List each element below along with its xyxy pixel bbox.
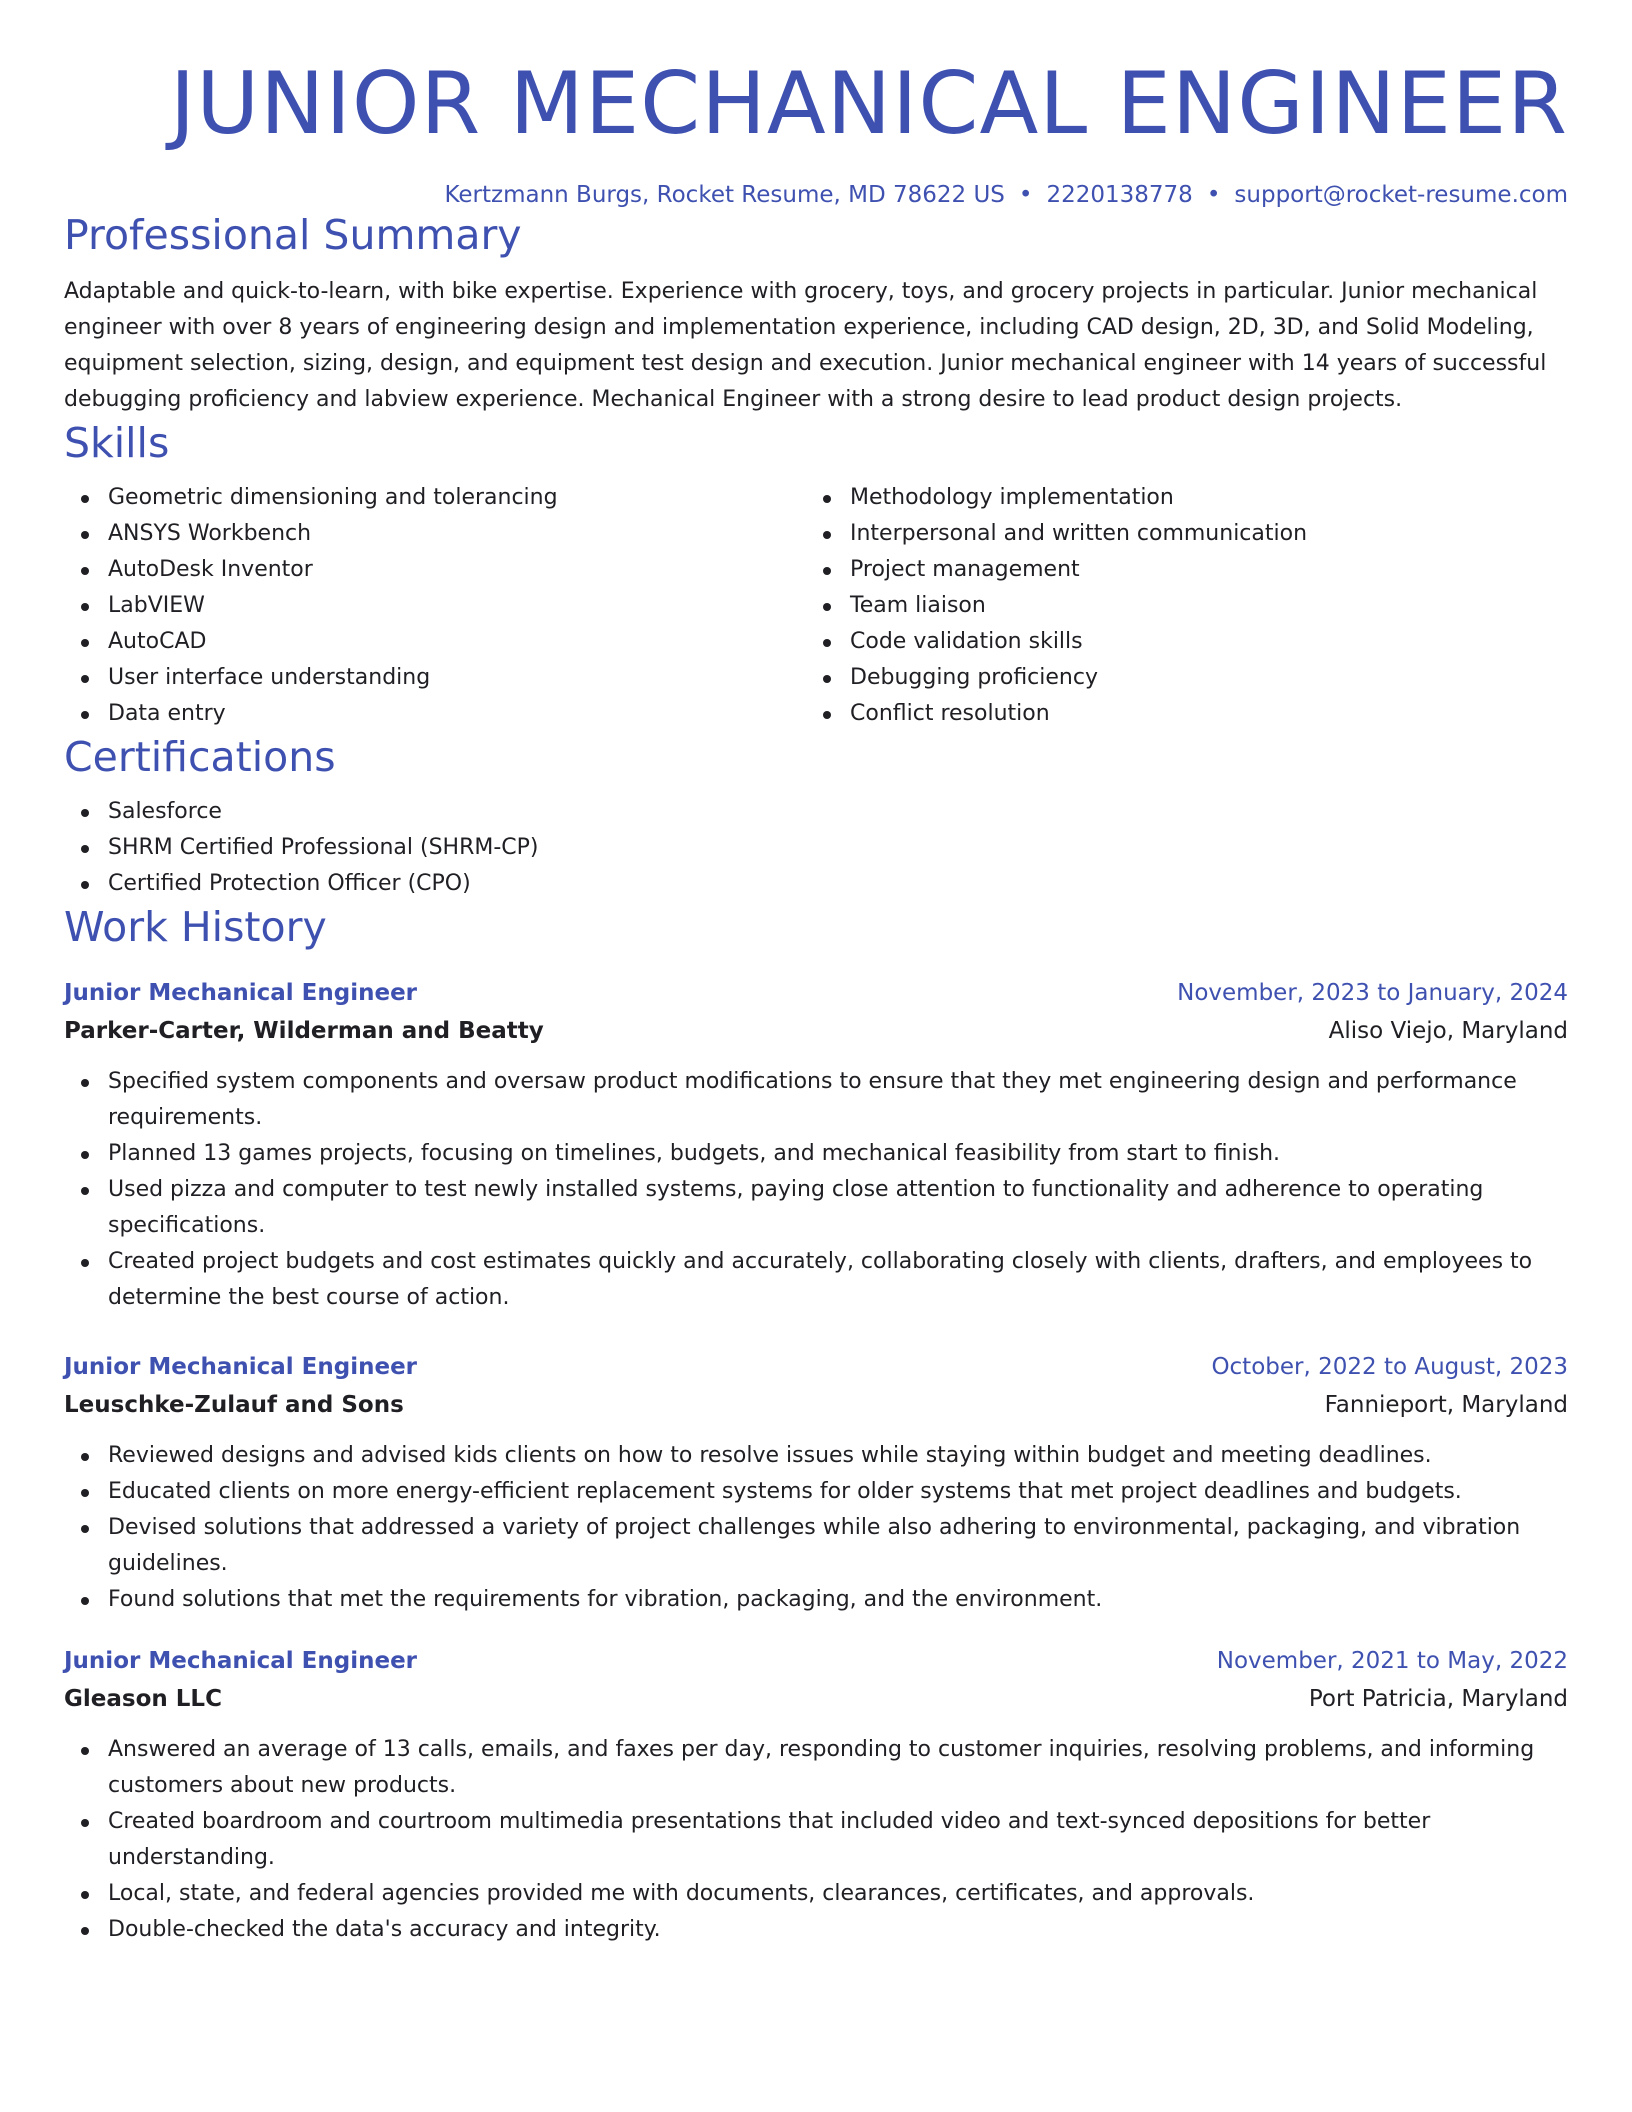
job-title: Junior Mechanical Engineer bbox=[64, 1648, 418, 1674]
contact-separator: • bbox=[1018, 182, 1033, 208]
skills-heading: Skills bbox=[64, 419, 170, 467]
job-bullet: Planned 13 games projects, focusing on timelines, budgets, and mechanical feasibility from start to finish. bbox=[64, 1136, 1568, 1172]
skill-item: Code validation skills bbox=[806, 624, 1548, 660]
skill-item: Team liaison bbox=[806, 588, 1548, 624]
skill-item: Geometric dimensioning and tolerancing bbox=[64, 480, 806, 516]
summary-heading: Professional Summary bbox=[64, 211, 522, 259]
skill-item: User interface understanding bbox=[64, 660, 806, 696]
job-company: Parker-Carter, Wilderman and Beatty bbox=[64, 1018, 544, 1044]
job-entry bbox=[64, 1642, 1568, 1948]
contact-phone: 2220138778 bbox=[1046, 182, 1193, 208]
job-bullet: Local, state, and federal agencies provided me with documents, clearances, certificates, and approvals. bbox=[64, 1876, 1568, 1912]
certifications-heading: Certifications bbox=[64, 733, 336, 781]
skill-item: AutoDesk Inventor bbox=[64, 552, 806, 588]
skills-grid bbox=[64, 480, 1568, 732]
job-bullet: Created boardroom and courtroom multimedia presentations that included video and text-synced depositions for better understanding. bbox=[64, 1804, 1568, 1876]
job-bullet: Found solutions that met the requirements for vibration, packaging, and the environment. bbox=[64, 1582, 1568, 1618]
skill-item: Interpersonal and written communication bbox=[806, 516, 1548, 552]
work-history-heading: Work History bbox=[64, 903, 327, 951]
contact-line bbox=[64, 180, 1568, 210]
job-location: Aliso Viejo, Maryland bbox=[1328, 1018, 1568, 1044]
job-title: Junior Mechanical Engineer bbox=[64, 980, 418, 1006]
job-bullet: Educated clients on more energy-efficient replacement systems for older systems that met project deadlines and budgets. bbox=[64, 1474, 1568, 1510]
contact-separator: • bbox=[1206, 182, 1221, 208]
job-bullet: Specified system components and oversaw product modifications to ensure that they met engineering design and performance requirements. bbox=[64, 1064, 1568, 1136]
skill-item: Project management bbox=[806, 552, 1548, 588]
summary-text: Adaptable and quick-to-learn, with bike expertise. Experience with grocery, toys, and grocery projects in particular. Junior mechanical engineer with over 8 years of engineering design and implementation experience, including CAD design, 2D, 3D, and Solid Modeling, equipment selection, sizing, design, and equipment test design and execution. Junior mechanical engineer with 14 years of successful debugging proficiency and labview experience. Mechanical Engineer with a strong desire to lead product design projects. bbox=[64, 279, 1547, 412]
certifications-list bbox=[64, 794, 1568, 902]
job-dates: November, 2021 to May, 2022 bbox=[1216, 1648, 1568, 1674]
skills-list-right bbox=[806, 480, 1548, 732]
job-bullet: Reviewed designs and advised kids clients on how to resolve issues while staying within budget and meeting deadlines. bbox=[64, 1438, 1568, 1474]
job-company: Leuschke-Zulauf and Sons bbox=[64, 1392, 404, 1418]
job-entry bbox=[64, 974, 1568, 1316]
skill-item: Data entry bbox=[64, 696, 806, 732]
resume-name: JUNIOR MECHANICAL ENGINEER bbox=[169, 54, 1568, 154]
job-bullets bbox=[64, 1732, 1568, 1948]
skill-item: Methodology implementation bbox=[806, 480, 1548, 516]
job-bullet: Answered an average of 13 calls, emails, and faxes per day, responding to customer inquiries, resolving problems, and informing customers about new products. bbox=[64, 1732, 1568, 1804]
contact-email[interactable]: support@rocket-resume.com bbox=[1234, 182, 1568, 208]
skills-list-left bbox=[64, 480, 806, 732]
certification-item: Salesforce bbox=[64, 794, 1568, 830]
job-bullets bbox=[64, 1064, 1568, 1316]
job-dates: October, 2022 to August, 2023 bbox=[1211, 1354, 1568, 1380]
skill-item: AutoCAD bbox=[64, 624, 806, 660]
job-company: Gleason LLC bbox=[64, 1686, 222, 1712]
job-bullets bbox=[64, 1438, 1568, 1618]
resume-page bbox=[64, 0, 1568, 1948]
job-bullet: Used pizza and computer to test newly installed systems, paying close attention to functionality and adherence to operating specifications. bbox=[64, 1172, 1568, 1244]
job-bullet: Double-checked the data's accuracy and integrity. bbox=[64, 1912, 1568, 1948]
job-dates: November, 2023 to January, 2024 bbox=[1177, 980, 1568, 1006]
contact-address: Kertzmann Burgs, Rocket Resume, MD 78622 US bbox=[444, 182, 1005, 208]
skill-item: Conflict resolution bbox=[806, 696, 1548, 732]
job-bullet: Created project budgets and cost estimates quickly and accurately, collaborating closely with clients, drafters, and employees to determine the best course of action. bbox=[64, 1244, 1568, 1316]
job-bullet: Devised solutions that addressed a variety of project challenges while also adhering to environmental, packaging, and vibration guidelines. bbox=[64, 1510, 1568, 1582]
job-location: Fannieport, Maryland bbox=[1324, 1392, 1568, 1418]
job-entry bbox=[64, 1348, 1568, 1618]
certification-item: Certified Protection Officer (CPO) bbox=[64, 866, 1568, 902]
certification-item: SHRM Certified Professional (SHRM-CP) bbox=[64, 830, 1568, 866]
skill-item: LabVIEW bbox=[64, 588, 806, 624]
job-title: Junior Mechanical Engineer bbox=[64, 1354, 418, 1380]
skill-item: ANSYS Workbench bbox=[64, 516, 806, 552]
skill-item: Debugging proficiency bbox=[806, 660, 1548, 696]
job-location: Port Patricia, Maryland bbox=[1308, 1686, 1568, 1712]
